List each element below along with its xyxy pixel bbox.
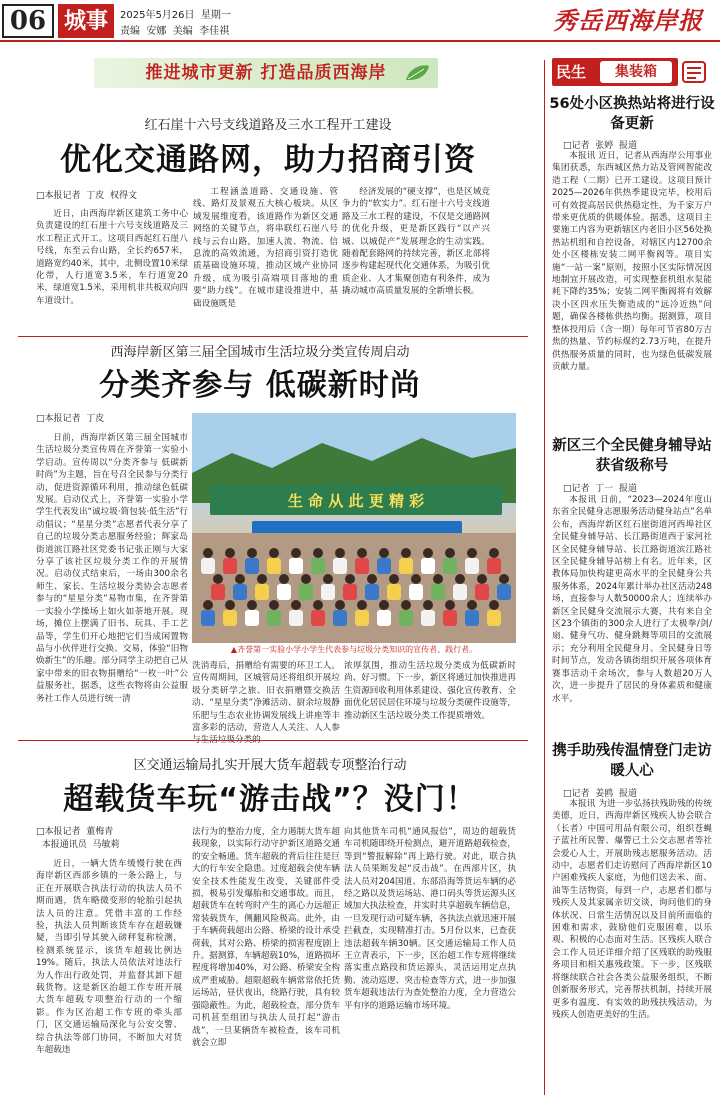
person-body xyxy=(453,584,467,600)
topic-banner xyxy=(94,58,438,88)
masthead-logo: 秀岳西海岸报 xyxy=(553,6,703,35)
sidebar-news3-headline: 携手助残传温情登门走访暖人心 xyxy=(552,743,712,779)
person-head xyxy=(357,548,367,558)
story3-column-3 xyxy=(344,826,516,1094)
person-body xyxy=(201,558,215,574)
person-head xyxy=(379,548,389,558)
person-body xyxy=(487,558,501,574)
story3-text-3: 向其他货车司机“通风报信”，周边的超载货车司机随即绕开检测点，避开道路超载检查，等到“警报解除”再上路行驶。对此，联合执法人员果断发起“反击战”。在西部片区，执法人员对204国道、东部沿海等货运车辆的必经之路以及货运场站、港口码头等货运源头区域加大执法检查，并实时共享超载车辆信息，一旦发现行动可疑车辆，各执法点就迅速开展拦截查，实现精准打击。5月份以来，已查获违法超载车辆30辆。区交通运输局工作人员王立青表示，下一步，区治超工作专班将继续落实重点路段和货运源头，灵活运用定点执勤、流动巡逻、突击检查等方式，进一步加强货车超载违法行为查处整治力度，全力营造公平有序的道路运输市场环境。 xyxy=(344,827,516,1011)
person-body xyxy=(365,584,379,600)
story3-byline: □本报记者 董梅青 本报通讯员 马敏莉 xyxy=(36,827,120,850)
story2-column-1 xyxy=(36,432,188,712)
person-head xyxy=(225,548,235,558)
sidebar-news1-text: 本报讯 近日，记者从西海岸公用事业集团获悉，东西城区热力站及管网智能改造工程（二期）已开工建设。这项目预计2025—2026年供热季建设完毕，校用后可有效提高居民供热稳定性，为千家万户带来更优质的供暖体验。据悉，这项目主要施工内容为更新辖区内老旧小区56处换热站机组和自控设备，对辖区内12700余处小区楼栋安装二网平衡阀等。项目实施“一站一案”原则，按照小区实际情况因地制宜开展改造，可实现整套机组水泵能耗下降约35%；安装二网平衡阀将有效解决小区四水压失衡造成的“远冷近热”问题，确保各楼栋供热均衡。据测算，项目整体投用后（含一期）每年可节省80万吉焦的热量、节约标煤约2.73万吨，在提升供热服务质量的同时，也为绿色低碳发展贡献力量。 xyxy=(552,151,712,372)
person-body xyxy=(377,610,391,626)
person-head xyxy=(269,600,279,610)
person-head xyxy=(225,600,235,610)
person-head xyxy=(423,600,433,610)
person-head xyxy=(389,574,399,584)
person-body xyxy=(465,610,479,626)
story2-column-3 xyxy=(344,660,516,730)
person-head xyxy=(323,574,333,584)
story1-column-3 xyxy=(342,186,490,322)
person-body xyxy=(321,584,335,600)
person-head xyxy=(291,548,301,558)
story1-headline: 优化交通路网，助力招商引资 xyxy=(60,142,476,178)
person-body xyxy=(377,558,391,574)
person-body xyxy=(399,558,413,574)
topic-banner-text: 推进城市更新 打造品质西海岸 xyxy=(145,63,387,83)
person-body xyxy=(267,610,281,626)
person-body xyxy=(223,610,237,626)
photo-caption: ▲齐誉第一实验小学小学生代表参与垃圾分类知识的宣传者、践行者。 xyxy=(230,645,478,654)
person-body xyxy=(497,584,511,600)
person-head xyxy=(467,548,477,558)
person-body xyxy=(211,584,225,600)
story3-headline: 超载货车玩“游击战”？没门！ xyxy=(63,782,477,817)
person-head xyxy=(203,548,213,558)
sidebar-news3-body xyxy=(552,798,712,1095)
person-body xyxy=(311,610,325,626)
person-body xyxy=(245,558,259,574)
person-head xyxy=(301,574,311,584)
person-head xyxy=(411,574,421,584)
person-body xyxy=(277,584,291,600)
person-body xyxy=(355,610,369,626)
person-body xyxy=(421,558,435,574)
person-head xyxy=(269,548,279,558)
person-body xyxy=(475,584,489,600)
person-body xyxy=(409,584,423,600)
person-head xyxy=(247,600,257,610)
person-body xyxy=(387,584,401,600)
group-photo-illustration xyxy=(192,413,516,643)
news-photo xyxy=(192,413,516,643)
person-body xyxy=(299,584,313,600)
person-head xyxy=(489,548,499,558)
person-head xyxy=(489,600,499,610)
story1-column-2 xyxy=(193,186,338,326)
editors-line: 责编 安娜 美编 李佳祺 xyxy=(120,26,230,37)
story-divider xyxy=(18,336,528,337)
story3-column-2 xyxy=(192,826,340,1094)
story2-text-3: 浓厚氛围，推动生活垃圾分类成为低碳新时尚、好习惯。下一步，新区将通过加快推进再生资源回收利用体系建设、强化宣传教育、全面优化居民居住环境与垃圾分类硬件设施等，推动新区生活垃圾分类工作提质增效。 xyxy=(344,661,516,721)
sidebar-heading xyxy=(552,58,710,86)
issue-date: 2025年5月26日 星期一 xyxy=(120,10,231,21)
person-body xyxy=(255,584,269,600)
leaf-icon xyxy=(402,62,432,84)
sidebar-heading-sublabel: 集装箱 xyxy=(600,61,672,83)
person-body xyxy=(399,610,413,626)
sidebar-news3-byline: □记者 姜鸥 报道 xyxy=(563,789,637,799)
person-head xyxy=(401,548,411,558)
person-head xyxy=(467,600,477,610)
story2-kicker: 西海岸新区第三届全国城市生活垃圾分类宣传周启动 xyxy=(110,345,410,360)
story1-text-1: 近日，由西海岸新区建筑工务中心负责建设的红石崖十六号支线道路及三水工程正式开工。这项目西起红石崖八号线，东至云台山路，全长约657米，道路宽约40米，其中，北侧设置10米绿化带，人行道宽3.5米，车行道宽20米，绿道宽1.5米，采用机非共板双向四车道设计。 xyxy=(36,209,188,306)
person-body xyxy=(201,610,215,626)
person-head xyxy=(477,574,487,584)
person-body xyxy=(443,610,457,626)
person-head xyxy=(401,600,411,610)
person-head xyxy=(445,548,455,558)
person-head xyxy=(335,600,345,610)
person-head xyxy=(235,574,245,584)
person-body xyxy=(465,558,479,574)
person-body xyxy=(233,584,247,600)
person-head xyxy=(247,548,257,558)
header-rule xyxy=(0,40,720,42)
person-body xyxy=(487,610,501,626)
person-head xyxy=(379,600,389,610)
story2-text-1: 日前，西海岸新区第三届全国城市生活垃圾分类宣传周在齐誉第一实验小学启动。宣传周以“分类齐参与 低碳新时尚”为主题，旨在号召全民参与分类行动，促进资源循环利用，推动绿色低碳发展。启动仪式上，齐誉第一实验小学学生代表发出“诚垃圾·简包装·低生活”行动倡议；“星星分类”志愿者代表分享了自己的垃圾分类志愿服务经验；辉家岛街道滨江路社区党委书记张正刚与大家分享了该社区垃圾分类工作的开展情况。启动仪式结束后，一场由300余名师生、家长、生活垃圾分类协会志愿者参与的“星星分类”易物市集，在齐誉第一实验小学操场上如火如荼地开展。现场，摊位上摆满了旧书、玩具、手工艺品等，学生们开心地把它们当成闲置物品与小伙伴进行交换、交易，体验“旧物焕新生”的乐趣。部分同学主动把自己从家中带来的旧衣物捐赠给“一枚一叶”公益服务社，据悉，这些衣物将由公益服务社工作人员进行统一清 xyxy=(36,433,188,704)
person-head xyxy=(455,574,465,584)
person-head xyxy=(257,574,267,584)
sidebar-news2-text: 本报讯 日前，“2023—2024年度山东省全民健身志愿服务活动健身站点”名单公布，西海岸新区红石崖街道河西埠社区全民健身辅导站、长江路街道西于家河社区全民健身辅导站、长江路街道滨江路社区全民健身辅导站榜上有名。近年来，区教体局加快构建更高水平的全民健身公共服务体系，2024年累计举办社区活动248场，直接参与人数50000余人；连续举办新区全民健身交流展示大赛，共有来自全区23个镇街的300余人进行了太极拳/剑/扇、健身气功、健身跳舞等项目的交流展示；充分利用全民健身月、全民健身日等时间节点，发动各镇街组织开展各项体育赛事活动千余场次，参与人数超20万人次，进一步提升了居民的身体素质和健康水平。 xyxy=(552,495,712,704)
sidebar-news1-byline: □记者 张婷 报道 xyxy=(563,141,637,151)
sidebar-news1-body xyxy=(552,150,712,430)
sidebar-news1-headline: 56处小区换热站将进行设备更新 xyxy=(549,96,715,132)
person-body xyxy=(311,558,325,574)
person-head xyxy=(313,600,323,610)
story3-text-2: 法行为的整治力度，全力遏制大货车超载现象，以实际行动守护新区道路交通的安全畅通。货车超载的背后往往是巨大的行车安全隐患。过度超载会使车辆安全技术性能发生改变，关键部件受损，极易引发爆胎和交通事故。而且，超载货车在转弯时产生的离心力远超正常装载货车，侧翻风险极高。此外，由于车辆荷载超出公路、桥梁的设计承受荷载，其对公路、桥梁的损害程度剧上升。据测算，车辆超载10%，道路损坏程度将增加40%，对公路、桥梁安全构成严重威胁。超限超载车辆常常依托货运场站，昼伏夜出，绕路行驶，具有较强隐蔽性。为此，超载检查，部分货车司机甚至组团与执法人员打起“游击战”，一旦某辆货车被检查，该车司机就会立即 xyxy=(192,827,341,1048)
story3-text-1: 近日，一辆大货车缓慢行驶在西海岸新区西部乡镇的一条公路上，与正在开展联合执法行动的执法人员不期而遇，货车略微变形的轮胎引起执法人员的注意。凭借丰富的工作经验，执法人员判断该货车存在超载嫌疑，当即引导其驶入磅秤复称检测，检测系统显示，该货车超载比例达19%。随后，执法人员依法对违法行为人作出行政处罚，并监督其卸下超载货物。这是新区治超工作专班开展大货车超载专项整治行动的一个缩影。作为区治超工作专班的牵头部门，区交通运输局深化与公安交警、综合执法等部门协同，不断加大对货车超载违 xyxy=(36,859,182,1056)
person-head xyxy=(499,574,509,584)
story1-text-2: 工程涵盖道路、交通设施、管线、路灯及景观五大核心板块。从区域发展维度看，该道路作为新区交通网络的关键节点，将串联红石崖八号线与云台山路，加速人流、物流、信息流的高效流通，为招商引资打造优质基础设施环境，推动区域产业协同升级，成为吸引高端项目落地的重要“助力线”。在城市建设推进中，基础设施既是 xyxy=(193,187,338,309)
person-head xyxy=(279,574,289,584)
sidebar-divider xyxy=(544,60,545,1095)
sidebar-news3-text: 本报讯 为进一步弘扬扶残助残的传统美德，近日，西海岸新区残疾人协会联合（长者）中国可用品有限公司，组织苍蝇子蓝社所民警、爆警已土公交志愿者等社会爱心人士，开展助残志愿服务活动。活动中，志愿者们走访慰问了西海岸新区10户困难残疾人家庭，为他们送去米、面、油等生活物资，每到一户，志愿者们都与残疾人及其家属亲切交谈，询问他们的身体状况、日常生活情况以及目前所面临的困难和需求，鼓励他们克服困难，以乐观、积极的心态面对生活。区残疾人联合会工作人员还详细介绍了区残联的助残服务项目和相关惠残政策。下一步，区残联将继续联合社会各类公益服务组织，不断创新服务形式，完善帮扶机制，持续开展更多有温度、有实效的助残扶残活动，为残疾人创造更美好的生活。 xyxy=(552,799,712,1020)
person-head xyxy=(335,548,345,558)
story1-text-3: 经济发展的“硬支撑”，也是区域竞争力的“软实力”。红石崖十六号支线道路及三水工程的建设，不仅是交通路网的优化升级，更是新区践行“以产兴城、以城促产”发展理念的生动实践。随着配套路网的持续完善，新区北部将逐步构建起现代化交通体系，为吸引优质企业、人才集聚创造有利条件，成为撬动城市高质量发展的全新增长极。 xyxy=(342,187,490,297)
story1-byline: □本报记者 丁皮 权得文 xyxy=(36,191,137,201)
person-body xyxy=(223,558,237,574)
person-head xyxy=(203,600,213,610)
person-head xyxy=(445,600,455,610)
sidebar-news2-byline: □记者 丁一 报道 xyxy=(563,484,637,494)
person-head xyxy=(433,574,443,584)
person-head xyxy=(291,600,301,610)
sidebar-heading-label: 民生 xyxy=(556,63,587,81)
person-body xyxy=(289,558,303,574)
story2-byline: □本报记者 丁皮 xyxy=(36,414,105,424)
photo-banner-text: 生 命 从 此 更 精 彩 xyxy=(287,492,425,510)
story3-kicker: 区交通运输局扎实开展大货车超载专项整治行动 xyxy=(133,758,407,773)
person-body xyxy=(333,558,347,574)
page-number: 06 xyxy=(2,4,54,38)
person-head xyxy=(313,548,323,558)
person-body xyxy=(355,558,369,574)
sidebar-news2-headline: 新区三个全民健身辅导站获省级称号 xyxy=(552,438,712,474)
story3-column-1 xyxy=(36,858,182,1094)
person-body xyxy=(267,558,281,574)
story1-kicker: 红石崖十六号支线道路及三水工程开工建设 xyxy=(144,118,392,133)
person-head xyxy=(345,574,355,584)
story1-column-1 xyxy=(36,208,188,326)
person-body xyxy=(431,584,445,600)
section-name: 城事 xyxy=(58,4,114,38)
sidebar-news2-body xyxy=(552,494,712,736)
newspaper-icon xyxy=(680,58,708,86)
person-body xyxy=(333,610,347,626)
person-head xyxy=(357,600,367,610)
story-divider xyxy=(18,740,528,741)
story2-column-2 xyxy=(192,660,340,746)
story2-headline: 分类齐参与 低碳新时尚 xyxy=(99,368,421,403)
person-head xyxy=(367,574,377,584)
person-body xyxy=(245,610,259,626)
person-body xyxy=(421,610,435,626)
person-body xyxy=(443,558,457,574)
person-head xyxy=(213,574,223,584)
person-head xyxy=(423,548,433,558)
person-body xyxy=(289,610,303,626)
story2-text-2: 洗消毒后，捐赠给有需要的环卫工人。宣传周期间，区城管局还将组织开展垃圾分类研学之旅、旧衣捐赠暨交换活动、“星星分类”净滩活动、厨余垃圾静乐肥与生态农业协调发展线上讲座等丰富多彩的活动，营造人人关注、人人参与生活垃圾分类的 xyxy=(192,661,340,746)
person-body xyxy=(343,584,357,600)
